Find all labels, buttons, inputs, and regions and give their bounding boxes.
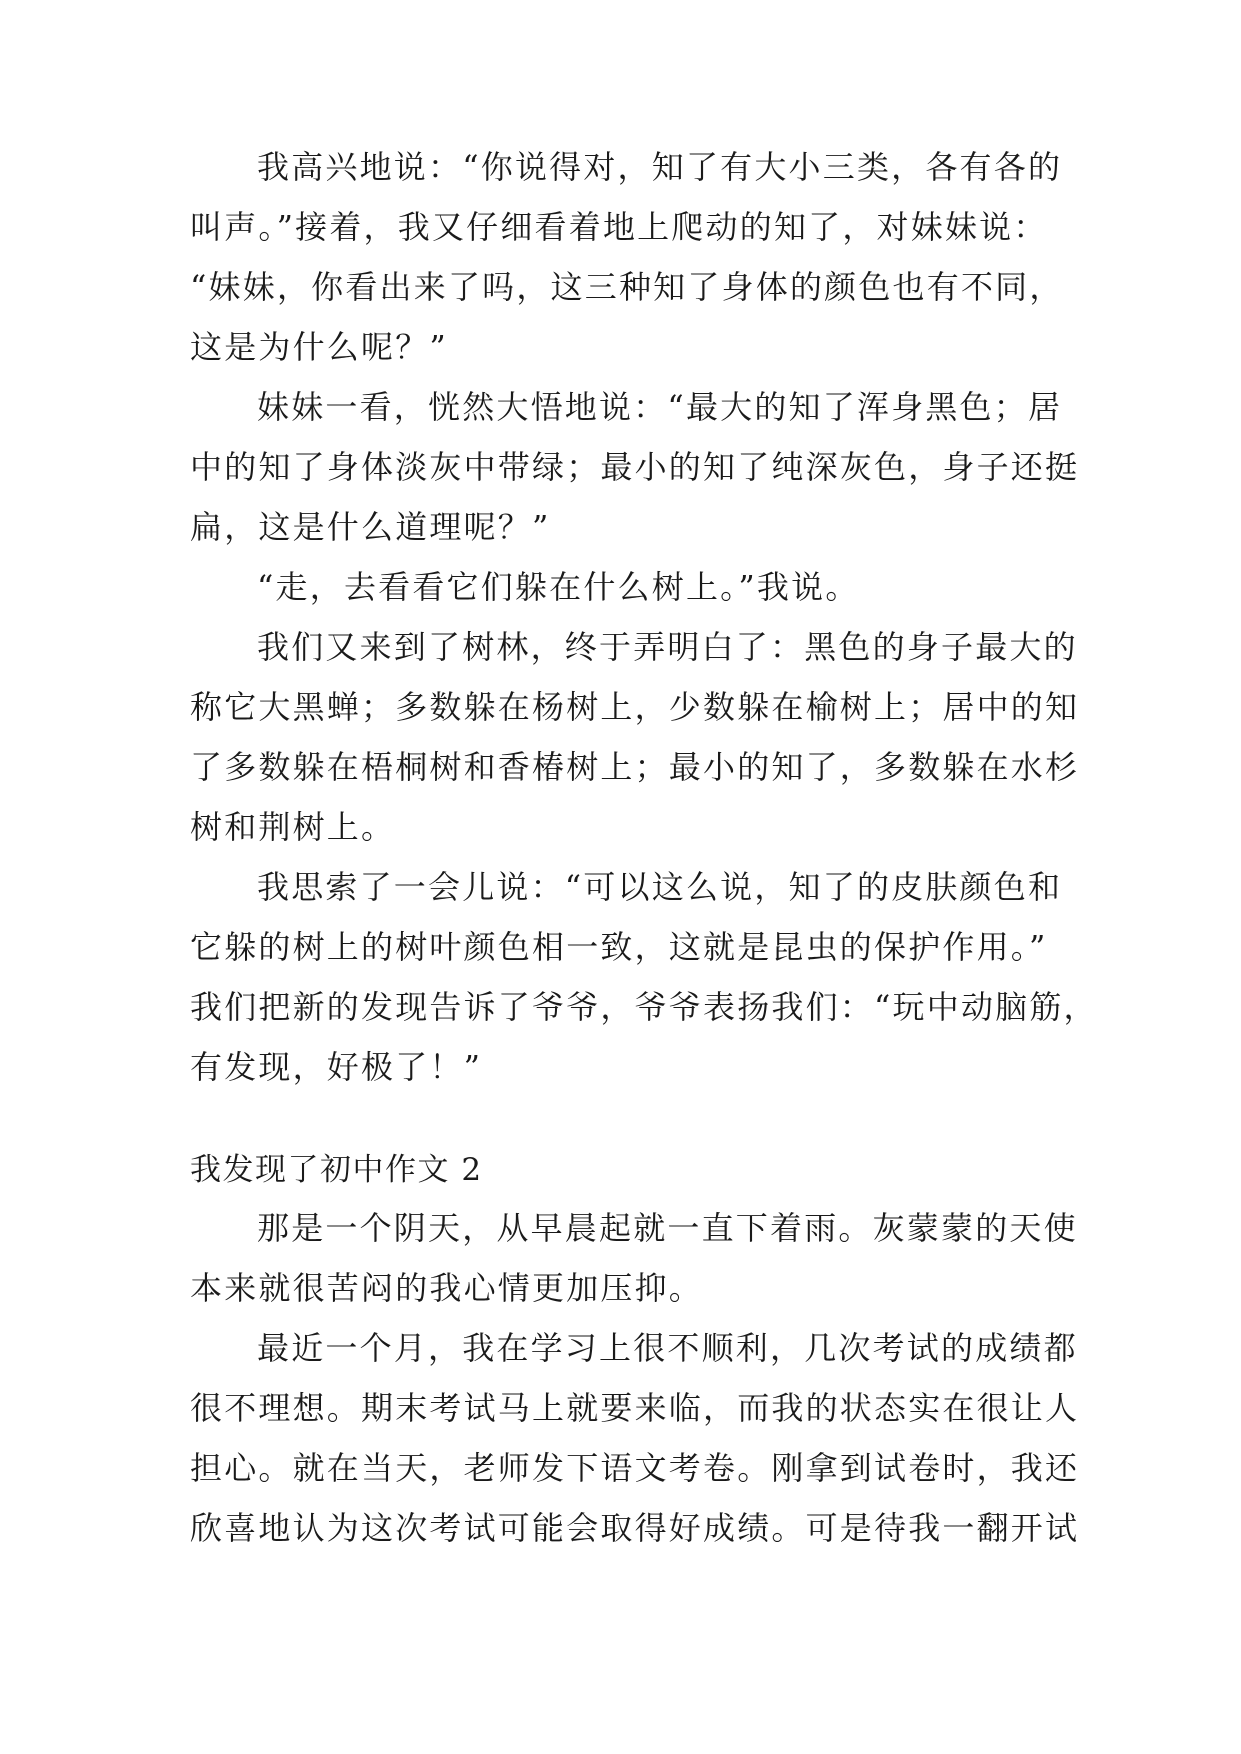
text-line: 那是一个阴天，从早晨起就一直下着雨。灰蒙蒙的天使: [257, 1209, 1078, 1247]
text-line: 扁，这是什么道理呢？”: [190, 508, 551, 546]
section-title: 我发现了初中作文 2: [190, 1152, 483, 1188]
text-line: 本来就很苦闷的我心情更加压抑。: [190, 1269, 704, 1307]
text-line: 我思索了一会儿说：“可以这么说，知了的皮肤颜色和: [257, 868, 1063, 906]
text-line: 称它大黑蝉；多数躲在杨树上，少数躲在榆树上；居中的知: [190, 688, 1080, 726]
text-line: 我们把新的发现告诉了爷爷，爷爷表扬我们：“玩中动脑筋，: [190, 988, 1098, 1026]
text-line: 它躲的树上的树叶颜色相一致，这就是昆虫的保护作用。”: [190, 928, 1048, 966]
text-line: 有发现，好极了！”: [190, 1048, 483, 1086]
text-line: “妹妹，你看出来了吗，这三种知了身体的颜色也有不同，: [190, 268, 1064, 306]
text-line: 树和荆树上。: [190, 808, 396, 846]
text-line: 妹妹一看，恍然大悟地说：“最大的知了浑身黑色；居: [257, 388, 1063, 426]
text-line: 担心。就在当天，老师发下语文考卷。刚拿到试卷时，我还: [190, 1449, 1080, 1487]
text-line: 叫声。”接着，我又仔细看着地上爬动的知了，对妹妹说：: [190, 208, 1048, 246]
text-line: 很不理想。期末考试马上就要来临，而我的状态实在很让人: [190, 1389, 1080, 1427]
text-line: 最近一个月，我在学习上很不顺利，几次考试的成绩都: [257, 1329, 1078, 1367]
text-line: 这是为什么呢？”: [190, 328, 448, 366]
text-line: 我们又来到了树林，终于弄明白了：黑色的身子最大的: [257, 628, 1078, 666]
text-line: 我高兴地说：“你说得对，知了有大小三类，各有各的: [257, 148, 1063, 186]
text-line: 中的知了身体淡灰中带绿；最小的知了纯深灰色，身子还挺: [190, 448, 1080, 486]
text-line: 欣喜地认为这次考试可能会取得好成绩。可是待我一翻开试: [190, 1509, 1080, 1547]
text-line: “走，去看看它们躲在什么树上。”我说。: [257, 568, 860, 606]
text-line: 了多数躲在梧桐树和香椿树上；最小的知了，多数躲在水杉: [190, 748, 1080, 786]
